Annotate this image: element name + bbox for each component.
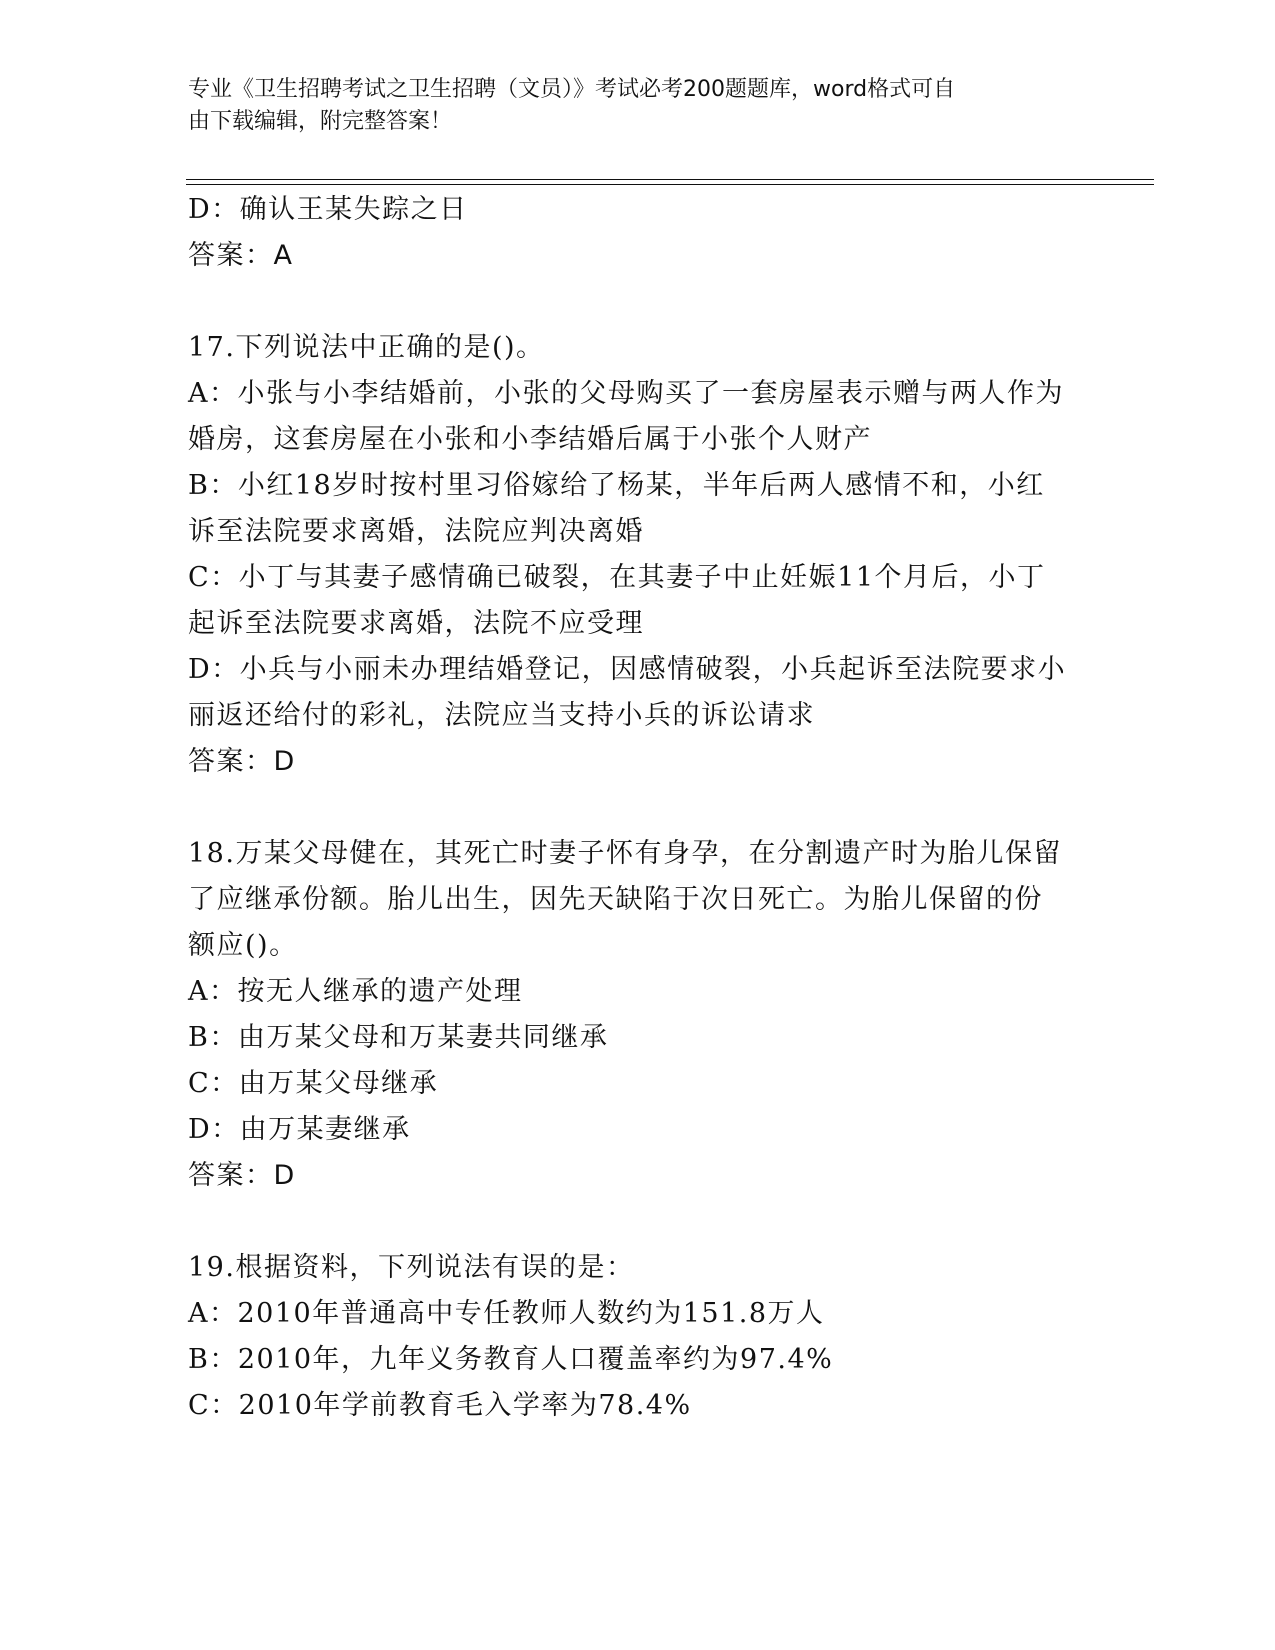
spacer — [188, 785, 1088, 831]
q16-option-d: D：确认王某失踪之日 — [188, 194, 468, 225]
q18-stem-line-1: 18.万某父母健在，其死亡时妻子怀有身孕，在分割遗产时为胎儿保留 — [188, 838, 1062, 869]
q17-option-c-line-2: 起诉至法院要求离婚，法院不应受理 — [188, 608, 644, 639]
q18-option-b: B：由万某父母和万某妻共同继承 — [188, 1022, 609, 1053]
spacer — [188, 279, 1088, 325]
header-line-2: 由下载编辑，附完整答案！ — [188, 109, 453, 134]
q17-option-b-line-1: B：小红18岁时按村里习俗嫁给了杨某，半年后两人感情不和，小红 — [188, 470, 1045, 501]
q18-option-c: C：由万某父母继承 — [188, 1068, 439, 1099]
q19-option-a: A：2010年普通高中专任教师人数约为151.8万人 — [188, 1298, 825, 1329]
q18-option-a: A：按无人继承的遗产处理 — [188, 976, 523, 1007]
q17-option-c-line-1: C：小丁与其妻子感情确已破裂，在其妻子中止妊娠11个月后，小丁 — [188, 562, 1046, 593]
q19-option-b: B：2010年，九年义务教育人口覆盖率约为97.4% — [188, 1344, 834, 1375]
q18-stem-line-2: 了应继承份额。胎儿出生，因先天缺陷于次日死亡。为胎儿保留的份 — [188, 884, 1043, 915]
q19-option-c: C：2010年学前教育毛入学率为78.4% — [188, 1390, 692, 1421]
q17-answer: 答案：D — [188, 746, 296, 777]
q17-option-d-line-2: 丽返还给付的彩礼，法院应当支持小兵的诉讼请求 — [188, 700, 815, 731]
q18-answer: 答案：D — [188, 1160, 296, 1191]
q17-option-b-line-2: 诉至法院要求离婚，法院应判决离婚 — [188, 516, 644, 547]
question-content — [188, 187, 1088, 1429]
document-header — [188, 74, 1068, 138]
header-line-1: 专业《卫生招聘考试之卫生招聘（文员）》考试必考200题题库，word格式可自 — [188, 77, 956, 102]
q17-option-d-line-1: D：小兵与小丽未办理结婚登记，因感情破裂，小兵起诉至法院要求小 — [188, 654, 1067, 685]
spacer — [188, 1199, 1088, 1245]
q18-stem-line-3: 额应()。 — [188, 930, 298, 961]
q19-stem: 19.根据资料，下列说法有误的是： — [188, 1252, 635, 1283]
q16-answer: 答案：A — [188, 240, 294, 271]
q17-stem: 17.下列说法中正确的是()。 — [188, 332, 545, 363]
q17-option-a-line-1: A：小张与小李结婚前，小张的父母购买了一套房屋表示赠与两人作为 — [188, 378, 1064, 409]
q17-option-a-line-2: 婚房，这套房屋在小张和小李结婚后属于小张个人财产 — [188, 424, 872, 455]
q18-option-d: D：由万某妻继承 — [188, 1114, 411, 1145]
header-divider — [186, 179, 1154, 185]
